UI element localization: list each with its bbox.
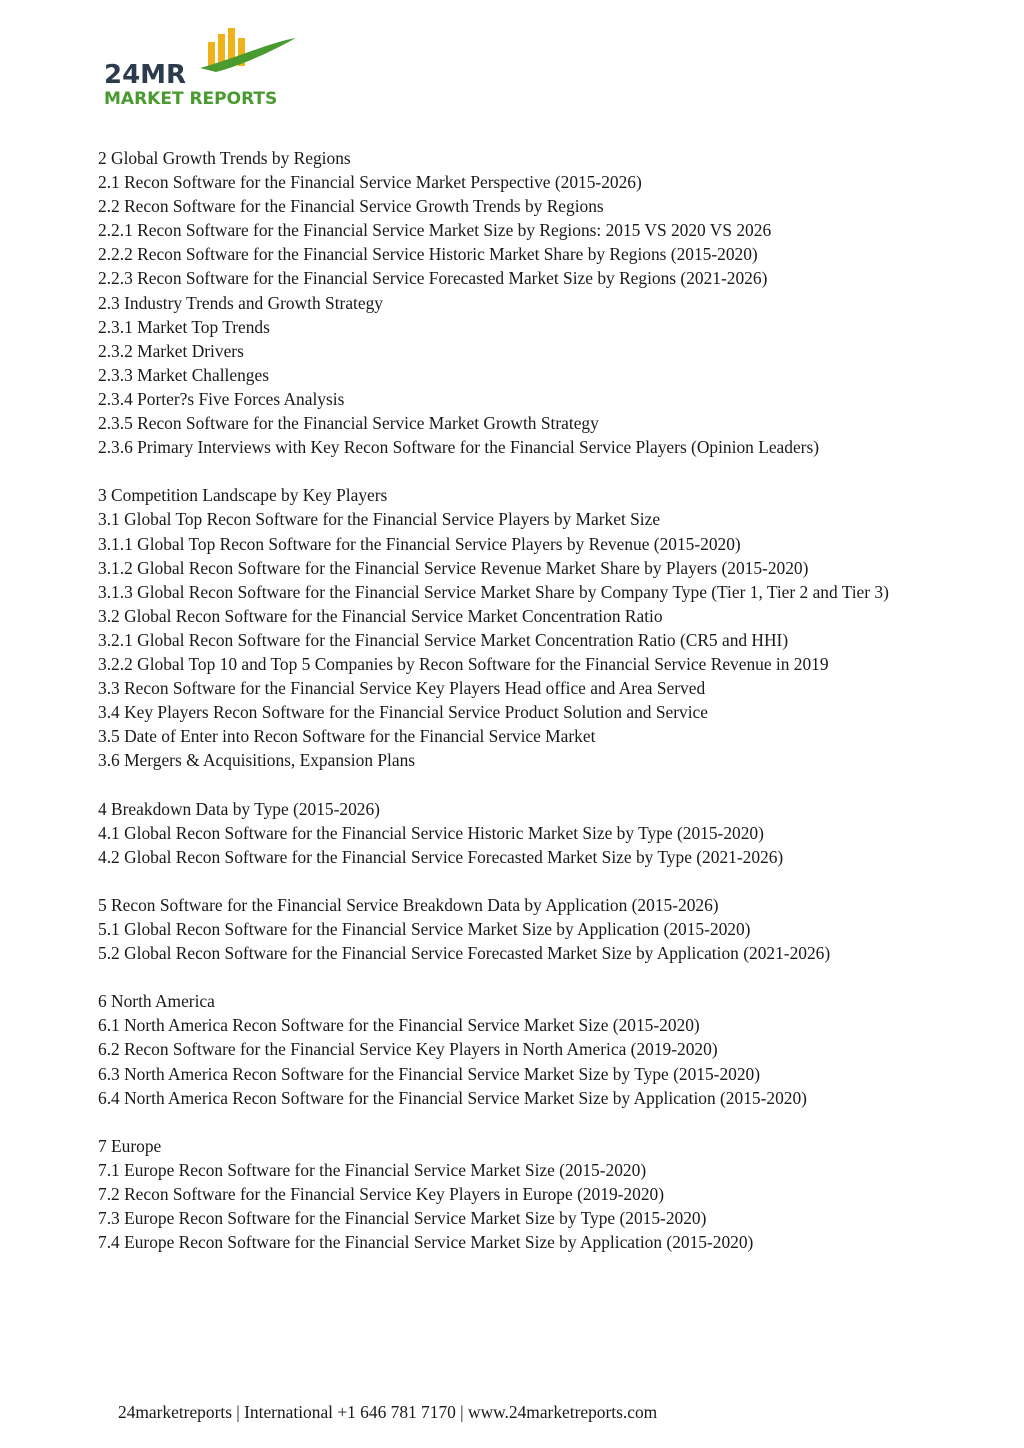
company-logo	[96, 28, 316, 108]
toc-entry: 3.2 Global Recon Software for the Financial Service Market Concentration Ratio	[98, 605, 663, 626]
toc-chapter-heading: 6 North America	[98, 991, 215, 1012]
toc-entry: 2.3.2 Market Drivers	[98, 340, 244, 361]
toc-chapter-heading: 2 Global Growth Trends by Regions	[98, 148, 351, 168]
toc-entry: 2.2.1 Recon Software for the Financial Service Market Size by Regions: 2015 VS 2020 VS 2026	[98, 220, 772, 241]
toc-entry: 5.2 Global Recon Software for the Financial Service Forecasted Market Size by Application (2021-2026)	[98, 943, 831, 964]
toc-entry: 7.4 Europe Recon Software for the Financial Service Market Size by Application (2015-2020)	[98, 1232, 754, 1253]
toc-entry: 3.5 Date of Enter into Recon Software for the Financial Service Market	[98, 726, 596, 747]
logo-bar-1	[208, 42, 215, 66]
toc-entry: 7.1 Europe Recon Software for the Financial Service Market Size (2015-2020)	[98, 1159, 647, 1180]
toc-entry: 4.1 Global Recon Software for the Financial Service Historic Market Size by Type (2015-2020)	[98, 822, 764, 843]
toc-section	[98, 146, 938, 459]
table-of-contents	[98, 146, 938, 1254]
toc-entry: 3.4 Key Players Recon Software for the Financial Service Product Solution and Service	[98, 702, 708, 723]
toc-entry: 6.1 North America Recon Software for the Financial Service Market Size (2015-2020)	[98, 1015, 700, 1036]
footer-contact: 24marketreports | International +1 646 781 7170 | www.24marketreports.com	[118, 1402, 658, 1422]
logo-text-24mr: 24MR	[104, 60, 187, 90]
toc-entry: 2.2.2 Recon Software for the Financial Service Historic Market Share by Regions (2015-2020)	[98, 244, 758, 265]
toc-entry: 2.3.6 Primary Interviews with Key Recon Software for the Financial Service Players (Opinion Leaders)	[98, 437, 820, 458]
toc-section	[98, 483, 938, 772]
toc-entry: 3.2.1 Global Recon Software for the Financial Service Market Concentration Ratio (CR5 and HHI)	[98, 629, 789, 650]
toc-entry: 3.1.3 Global Recon Software for the Financial Service Market Share by Company Type (Tier 1, Tier 2 and Tier 3)	[98, 581, 889, 602]
toc-entry: 6.3 North America Recon Software for the Financial Service Market Size by Type (2015-2020)	[98, 1063, 761, 1084]
toc-section	[98, 989, 938, 1109]
toc-entry: 2.3 Industry Trends and Growth Strategy	[98, 292, 384, 313]
toc-entry: 5.1 Global Recon Software for the Financial Service Market Size by Application (2015-2020)	[98, 919, 751, 939]
toc-entry: 2.3.3 Market Challenges	[98, 364, 269, 385]
toc-entry: 6.4 North America Recon Software for the Financial Service Market Size by Application (2015-2020)	[98, 1087, 807, 1108]
toc-entry: 3.1.2 Global Recon Software for the Financial Service Revenue Market Share by Players (2015-2020)	[98, 557, 809, 578]
toc-entry: 6.2 Recon Software for the Financial Service Key Players in North America (2019-2020)	[98, 1039, 718, 1060]
toc-entry: 3.1.1 Global Top Recon Software for the Financial Service Players by Revenue (2015-2020)	[98, 533, 741, 554]
toc-entry: 3.2.2 Global Top 10 and Top 5 Companies by Recon Software for the Financial Service Revenue in 2019	[98, 653, 829, 674]
toc-entry: 3.6 Mergers & Acquisitions, Expansion Plans	[98, 750, 416, 771]
toc-entry: 2.3.1 Market Top Trends	[98, 316, 270, 337]
logo-text-market-reports: MARKET REPORTS	[104, 89, 278, 108]
toc-section	[98, 893, 938, 965]
toc-entry: 7.3 Europe Recon Software for the Financial Service Market Size by Type (2015-2020)	[98, 1208, 707, 1229]
toc-chapter-heading: 7 Europe	[98, 1135, 162, 1156]
toc-entry: 2.2.3 Recon Software for the Financial Service Forecasted Market Size by Regions (2021-2026)	[98, 268, 768, 289]
toc-entry: 4.2 Global Recon Software for the Financial Service Forecasted Market Size by Type (2021-2026)	[98, 846, 784, 867]
toc-entry: 3.3 Recon Software for the Financial Service Key Players Head office and Area Served	[98, 678, 706, 699]
toc-chapter-heading: 5 Recon Software for the Financial Service Breakdown Data by Application (2015-2026)	[98, 894, 719, 915]
toc-entry: 3.1 Global Top Recon Software for the Financial Service Players by Market Size	[98, 509, 661, 530]
toc-chapter-heading: 3 Competition Landscape by Key Players	[98, 485, 388, 506]
toc-chapter-heading: 4 Breakdown Data by Type (2015-2026)	[98, 798, 380, 819]
toc-entry: 2.2 Recon Software for the Financial Service Growth Trends by Regions	[98, 196, 604, 217]
toc-entry: 2.3.5 Recon Software for the Financial Service Market Growth Strategy	[98, 413, 599, 434]
toc-entry: 2.3.4 Porter?s Five Forces Analysis	[98, 388, 345, 409]
toc-section	[98, 797, 938, 869]
toc-entry: 2.1 Recon Software for the Financial Service Market Perspective (2015-2026)	[98, 172, 642, 193]
toc-section	[98, 1134, 938, 1254]
toc-entry: 7.2 Recon Software for the Financial Service Key Players in Europe (2019-2020)	[98, 1184, 665, 1205]
